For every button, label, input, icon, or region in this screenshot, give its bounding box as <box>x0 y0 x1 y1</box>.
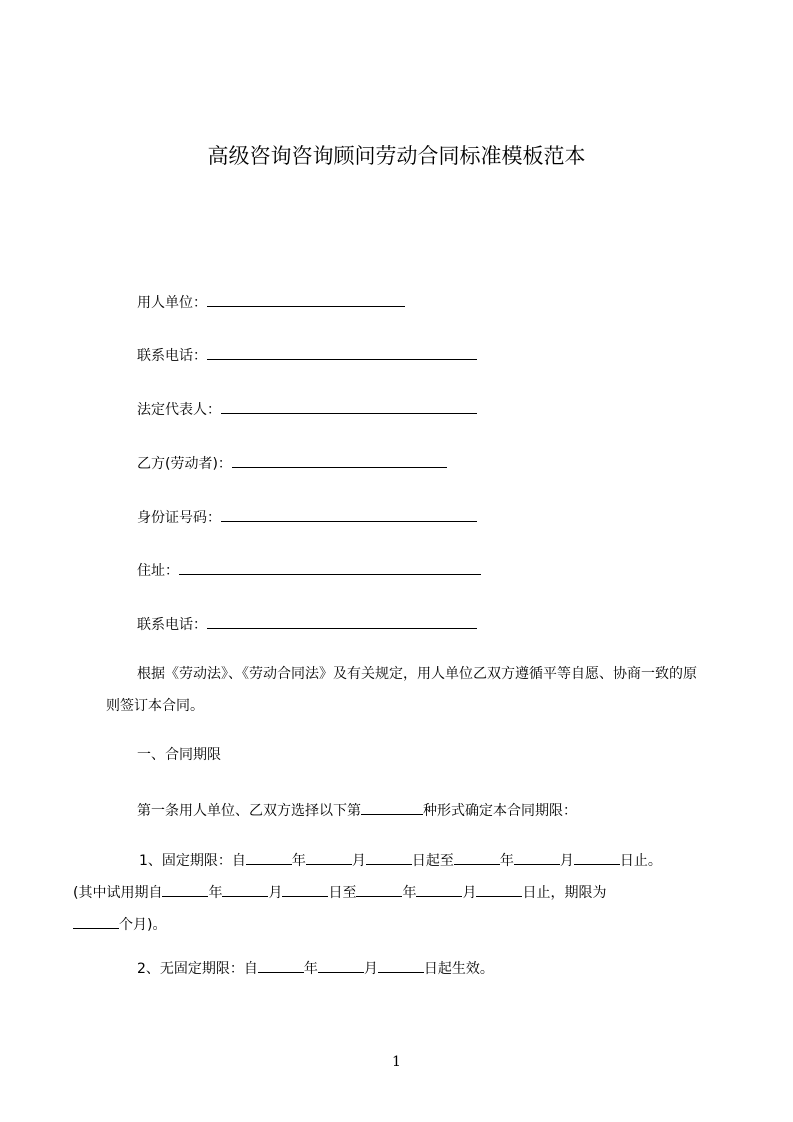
clause-text: 日止，期限为 <box>522 885 607 901</box>
clause-text: 月 <box>268 885 283 901</box>
field-employer-unit <box>137 290 405 314</box>
clause-text: (其中试用期自 <box>73 885 163 901</box>
field-label: 乙方(劳动者)： <box>137 456 232 472</box>
clause-text: 年 <box>402 885 417 901</box>
field-legal-representative <box>137 397 477 421</box>
field-address <box>137 558 481 582</box>
field-party-b <box>137 451 447 475</box>
blank-line <box>222 880 268 897</box>
blank-line <box>207 612 477 629</box>
section-heading: 一、合同期限 <box>137 747 221 763</box>
blank-line <box>207 290 405 307</box>
article-text: 第一条用人单位、乙双方选择以下第 <box>137 803 361 819</box>
clause-text: 月 <box>363 961 378 977</box>
blank-line <box>318 956 364 973</box>
clause-text: 月 <box>462 885 477 901</box>
clause-text: 1、固定期限：自 <box>139 853 246 869</box>
blank-line <box>454 848 500 865</box>
blank-line <box>416 880 462 897</box>
clause-text: 日起生效。 <box>423 961 494 977</box>
clause-text: 日起至 <box>411 853 454 869</box>
blank-line <box>476 880 522 897</box>
blank-line <box>366 848 412 865</box>
field-contact-phone <box>137 343 477 367</box>
blank-line <box>514 848 560 865</box>
blank-line <box>246 848 292 865</box>
clause-2 <box>137 956 494 980</box>
field-label: 住址： <box>137 563 179 579</box>
blank-line <box>221 397 477 414</box>
blank-line <box>179 558 481 575</box>
blank-line <box>162 880 208 897</box>
blank-line <box>361 798 423 815</box>
blank-line <box>378 956 424 973</box>
field-contact-phone-2 <box>137 612 477 636</box>
clause-text: 2、无固定期限：自 <box>137 961 258 977</box>
field-label: 身份证号码： <box>137 510 221 526</box>
clause-text: 个月)。 <box>119 917 167 933</box>
article-text: 种形式确定本合同期限： <box>423 803 577 819</box>
clause-text: 月 <box>559 853 574 869</box>
field-label: 联系电话： <box>137 617 207 633</box>
article-1 <box>137 798 577 822</box>
blank-line <box>282 880 328 897</box>
blank-line <box>221 505 477 522</box>
intro-paragraph: 根据《劳动法》、《劳动合同法》及有关规定，用人单位乙双方遵循平等自愿、协商一致的原则签订本合同。 <box>106 666 697 714</box>
page-title: 高级咨询咨询顾问劳动合同标准模板范本 <box>207 144 586 168</box>
field-label: 用人单位： <box>137 295 207 311</box>
clause-text: 年 <box>208 885 223 901</box>
clause-text: 年 <box>291 853 306 869</box>
blank-line <box>232 451 447 468</box>
blank-line <box>574 848 620 865</box>
page-number: 1 <box>392 1054 401 1070</box>
blank-line <box>207 343 477 360</box>
clause-1 <box>73 845 700 941</box>
clause-text: 月 <box>351 853 366 869</box>
field-id-number <box>137 505 477 529</box>
field-label: 法定代表人： <box>137 402 221 418</box>
clause-text: 年 <box>303 961 318 977</box>
blank-line <box>73 912 119 929</box>
blank-line <box>258 956 304 973</box>
blank-line <box>356 880 402 897</box>
clause-text: 日止。 <box>619 853 662 869</box>
clause-text: 日至 <box>328 885 357 901</box>
clause-text: 年 <box>499 853 514 869</box>
blank-line <box>306 848 352 865</box>
field-label: 联系电话： <box>137 348 207 364</box>
